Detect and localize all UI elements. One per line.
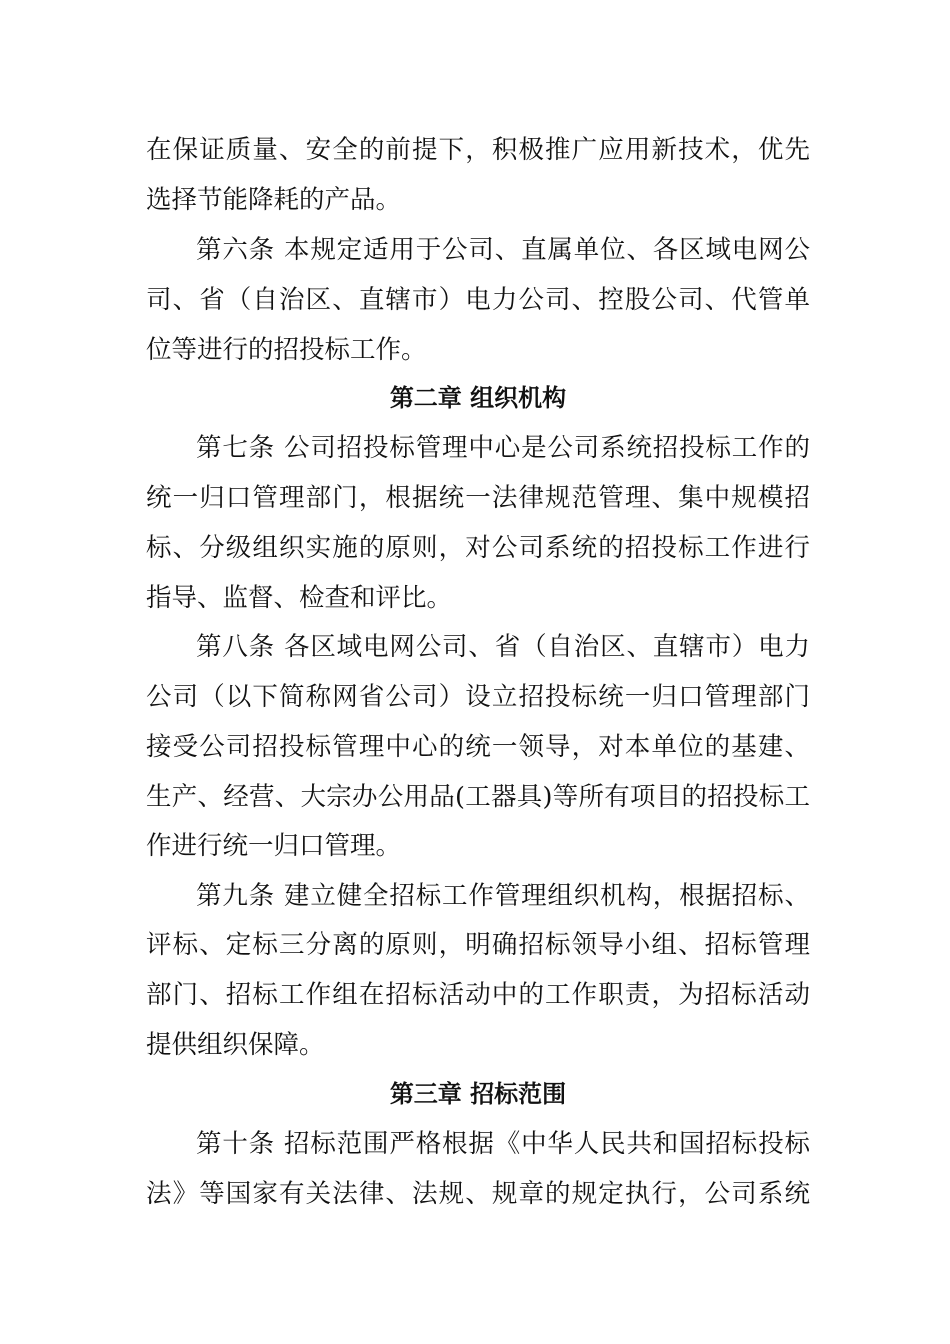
article-8-line: 接受公司招投标管理中心的统一领导，对本单位的基建、 bbox=[146, 732, 810, 762]
article-7-line: 第七条 公司招投标管理中心是公司系统招投标工作的 bbox=[196, 433, 810, 463]
chapter-heading: 第二章 组织机构 bbox=[389, 384, 567, 412]
article-8-line: 作进行统一归口管理。 bbox=[146, 831, 402, 861]
article-10-line: 法》等国家有关法律、法规、规章的规定执行，公司系统 bbox=[146, 1179, 810, 1209]
article-9-line: 第九条 建立健全招标工作管理组织机构，根据招标、 bbox=[196, 881, 810, 911]
article-10-line: 第十条 招标范围严格根据《中华人民共和国招标投标 bbox=[196, 1129, 810, 1159]
article-9-line: 提供组织保障。 bbox=[146, 1030, 325, 1060]
article-6-line: 司、省（自治区、直辖市）电力公司、控股公司、代管单 bbox=[146, 285, 810, 315]
article-7-line: 指导、监督、检查和评比。 bbox=[146, 583, 453, 613]
article-7-line: 统一归口管理部门，根据统一法律规范管理、集中规模招 bbox=[146, 483, 810, 513]
article-7-line: 标、分级组织实施的原则，对公司系统的招投标工作进行 bbox=[146, 533, 810, 563]
article-9-line: 评标、定标三分离的原则，明确招标领导小组、招标管理 bbox=[146, 930, 810, 960]
article-8-line: 公司（以下简称网省公司）设立招投标统一归口管理部门 bbox=[146, 682, 810, 712]
article-9-line: 部门、招标工作组在招标活动中的工作职责，为招标活动 bbox=[146, 980, 810, 1010]
article-6-line: 第六条 本规定适用于公司、直属单位、各区域电网公 bbox=[196, 235, 810, 265]
article-6-line: 位等进行的招投标工作。 bbox=[146, 335, 427, 365]
body-line: 选择节能降耗的产品。 bbox=[146, 185, 402, 215]
body-line: 在保证质量、安全的前提下，积极推广应用新技术，优先 bbox=[146, 135, 810, 165]
article-8-line: 第八条 各区域电网公司、省（自治区、直辖市）电力 bbox=[196, 632, 810, 662]
article-8-line: 生产、经营、大宗办公用品(工器具)等所有项目的招投标工 bbox=[146, 782, 810, 812]
chapter-heading: 第三章 招标范围 bbox=[389, 1080, 567, 1108]
